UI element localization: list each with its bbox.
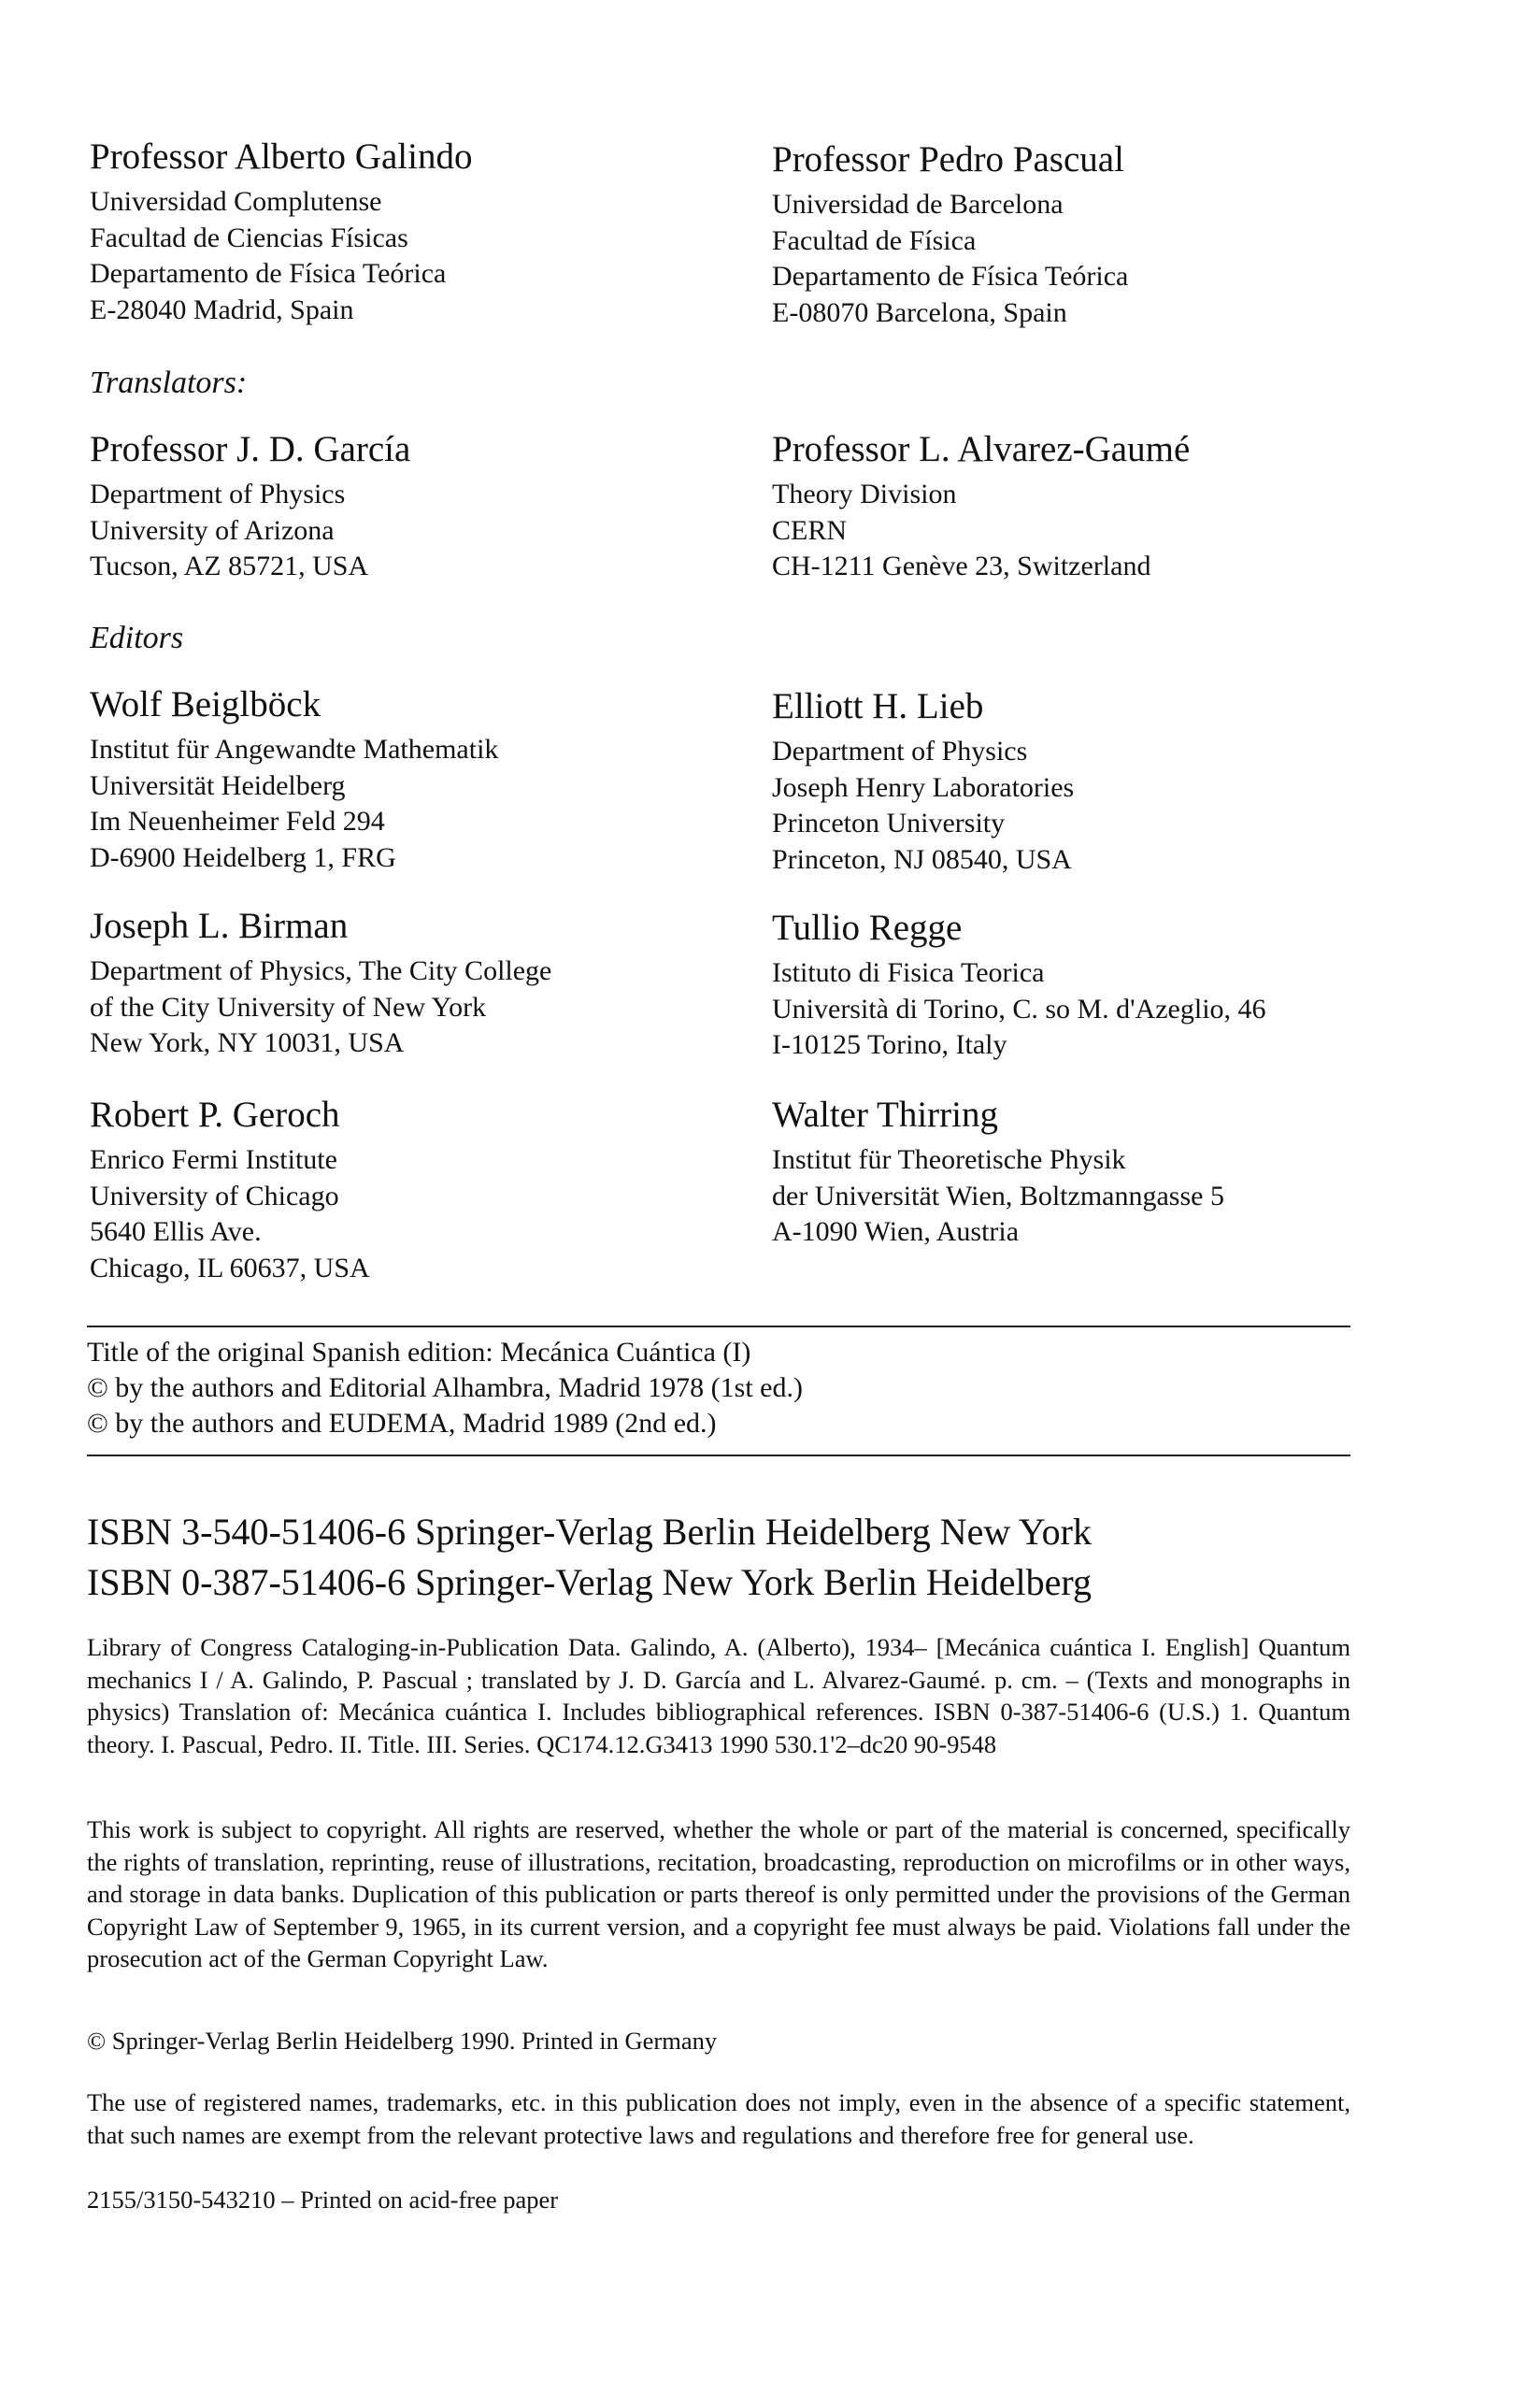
original-edition-notice	[87, 1335, 1350, 1441]
editor-block-geroch	[90, 1094, 744, 1286]
isbn-line: ISBN 0-387-51406-6 Springer-Verlag New York Berlin Heidelberg	[87, 1561, 1092, 1603]
trademark-notice	[87, 2086, 1350, 2151]
divider-bottom	[87, 1455, 1350, 1456]
address-line: Department of Physics	[90, 479, 346, 509]
original-title-line: Title of the original Spanish edition: Mecánica Cuántica (I)	[87, 1337, 751, 1368]
address-line: Department of Physics, The City College	[90, 955, 552, 986]
address-line: Facultad de Física	[772, 224, 977, 256]
address-line: E-28040 Madrid, Spain	[90, 294, 354, 325]
translator-address	[772, 477, 1426, 585]
address-line: Theory Division	[772, 479, 957, 509]
springer-copyright	[87, 2025, 1350, 2057]
author-address	[772, 187, 1426, 331]
isbn-line: ISBN 3-540-51406-6 Springer-Verlag Berlin Heidelberg New York	[87, 1511, 1092, 1553]
address-line: der Universität Wien, Boltzmanngasse 5	[772, 1180, 1224, 1211]
address-line: Im Neuenheimer Feld 294	[90, 806, 385, 837]
editor-block-birman	[90, 905, 744, 1062]
address-line: Departamento de Física Teórica	[772, 261, 1129, 292]
editor-address	[90, 953, 744, 1062]
editor-address	[90, 732, 744, 876]
address-line: University of Chicago	[90, 1180, 339, 1211]
address-line: I-10125 Torino, Italy	[772, 1029, 1007, 1060]
author-address	[90, 184, 744, 328]
printing-code-text: 2155/3150-543210 – Printed on acid-free paper	[87, 2186, 559, 2214]
editor-name: Wolf Beiglböck	[90, 684, 321, 724]
address-line: Princeton, NJ 08540, USA	[772, 843, 1072, 875]
editor-name: Joseph L. Birman	[90, 906, 349, 946]
translator-name: Professor J. D. García	[90, 429, 411, 469]
editor-address	[772, 955, 1426, 1064]
address-line: Joseph Henry Laboratories	[772, 771, 1075, 803]
author-block-galindo	[90, 136, 744, 328]
original-copyright-line: © by the authors and Editorial Alhambra, Madrid 1978 (1st ed.)	[87, 1372, 803, 1403]
translator-block-garcia	[90, 428, 744, 585]
author-name: Professor Alberto Galindo	[90, 136, 473, 177]
address-line: University of Arizona	[90, 514, 335, 546]
author-name: Professor Pedro Pascual	[772, 139, 1124, 179]
address-line: Department of Physics	[772, 736, 1028, 767]
editor-address	[90, 1142, 744, 1286]
address-line: 5640 Ellis Ave.	[90, 1216, 262, 1247]
address-line: CH-1211 Genève 23, Switzerland	[772, 551, 1151, 581]
address-line: Enrico Fermi Institute	[90, 1144, 337, 1175]
editors-heading: Editors	[90, 621, 184, 655]
address-line: Universidad de Barcelona	[772, 189, 1064, 220]
translators-heading: Translators:	[90, 366, 248, 400]
printing-code	[87, 2184, 1350, 2216]
copyright-text: This work is subject to copyright. All rights are reserved, whether the whole or part of the material is concerned, specifically the rights of translation, reprinting, reuse of illustrations, recitation, broadcasting, reproduction on microfilms or in other ways, and storage in data banks. Duplication of this publication or parts thereof is only permitted under the provisions of the German Copyright Law of September 9, 1965, in its current version, and a copyright fee must always be paid. Violations fall under the prosecution act of the German Copyright Law.	[87, 1815, 1350, 1972]
address-line: Institut für Angewandte Mathematik	[90, 734, 499, 765]
address-line: D-6900 Heidelberg 1, FRG	[90, 841, 396, 873]
author-block-pascual	[772, 138, 1426, 331]
address-line: Facultad de Ciencias Físicas	[90, 222, 408, 253]
address-line: Institut für Theoretische Physik	[772, 1144, 1126, 1175]
address-line: E-08070 Barcelona, Spain	[772, 296, 1067, 328]
translator-block-alvarez-gaume	[772, 428, 1426, 585]
editor-name: Walter Thirring	[772, 1095, 998, 1135]
editor-block-lieb	[772, 685, 1426, 878]
divider-top	[87, 1326, 1350, 1327]
address-line: of the City University of New York	[90, 991, 487, 1023]
copyright-notice	[87, 1813, 1350, 1975]
address-line: Universität Heidelberg	[90, 769, 346, 801]
address-line: Tucson, AZ 85721, USA	[90, 551, 369, 581]
cip-text: Library of Congress Cataloging-in-Publication Data. Galindo, A. (Alberto), 1934– [Mecánica cuántica I. English] Quantum mechanics I / A. Galindo, P. Pascual ; translated by J. D. García and L. Alvarez-Gaumé. p. cm. – (Texts and monographs in physics) Translation of: Mecánica cuántica I. Includes bibliographical references. ISBN 0-387-51406-6 (U.S.) 1. Quantum theory. I. Pascual, Pedro. II. Title. III. Series. QC174.12.G3413 1990 530.1'2–dc20 90-9548	[87, 1633, 1350, 1758]
address-line: Chicago, IL 60637, USA	[90, 1252, 370, 1283]
address-line: New York, NY 10031, USA	[90, 1027, 405, 1058]
address-line: A-1090 Wien, Austria	[772, 1216, 1020, 1247]
translator-name: Professor L. Alvarez-Gaumé	[772, 429, 1191, 469]
editor-name: Elliott H. Lieb	[772, 686, 984, 726]
editor-address	[772, 734, 1426, 878]
springer-copyright-text: © Springer-Verlag Berlin Heidelberg 1990. Printed in Germany	[87, 2027, 718, 2055]
address-line: Università di Torino, C. so M. d'Azeglio, 46	[772, 993, 1266, 1025]
editor-name: Tullio Regge	[772, 908, 963, 948]
isbn-block	[87, 1507, 1092, 1608]
address-line: Universidad Complutense	[90, 186, 382, 217]
cip-data	[87, 1631, 1350, 1760]
editor-block-beiglbock	[90, 683, 744, 876]
original-copyright-line: © by the authors and EUDEMA, Madrid 1989 (2nd ed.)	[87, 1408, 717, 1439]
editor-block-regge	[772, 907, 1426, 1064]
translator-address	[90, 477, 744, 585]
editor-block-thirring	[772, 1094, 1426, 1251]
trademark-text: The use of registered names, trademarks, etc. in this publication does not imply, even in the absence of a specific statement, that such names are exempt from the relevant protective laws and regulations and therefore free for general use.	[87, 2088, 1350, 2149]
editor-name: Robert P. Geroch	[90, 1095, 340, 1135]
address-line: Departamento de Física Teórica	[90, 258, 447, 289]
address-line: Istituto di Fisica Teorica	[772, 957, 1045, 988]
address-line: CERN	[772, 514, 848, 546]
editor-address	[772, 1142, 1426, 1251]
address-line: Princeton University	[772, 808, 1006, 838]
